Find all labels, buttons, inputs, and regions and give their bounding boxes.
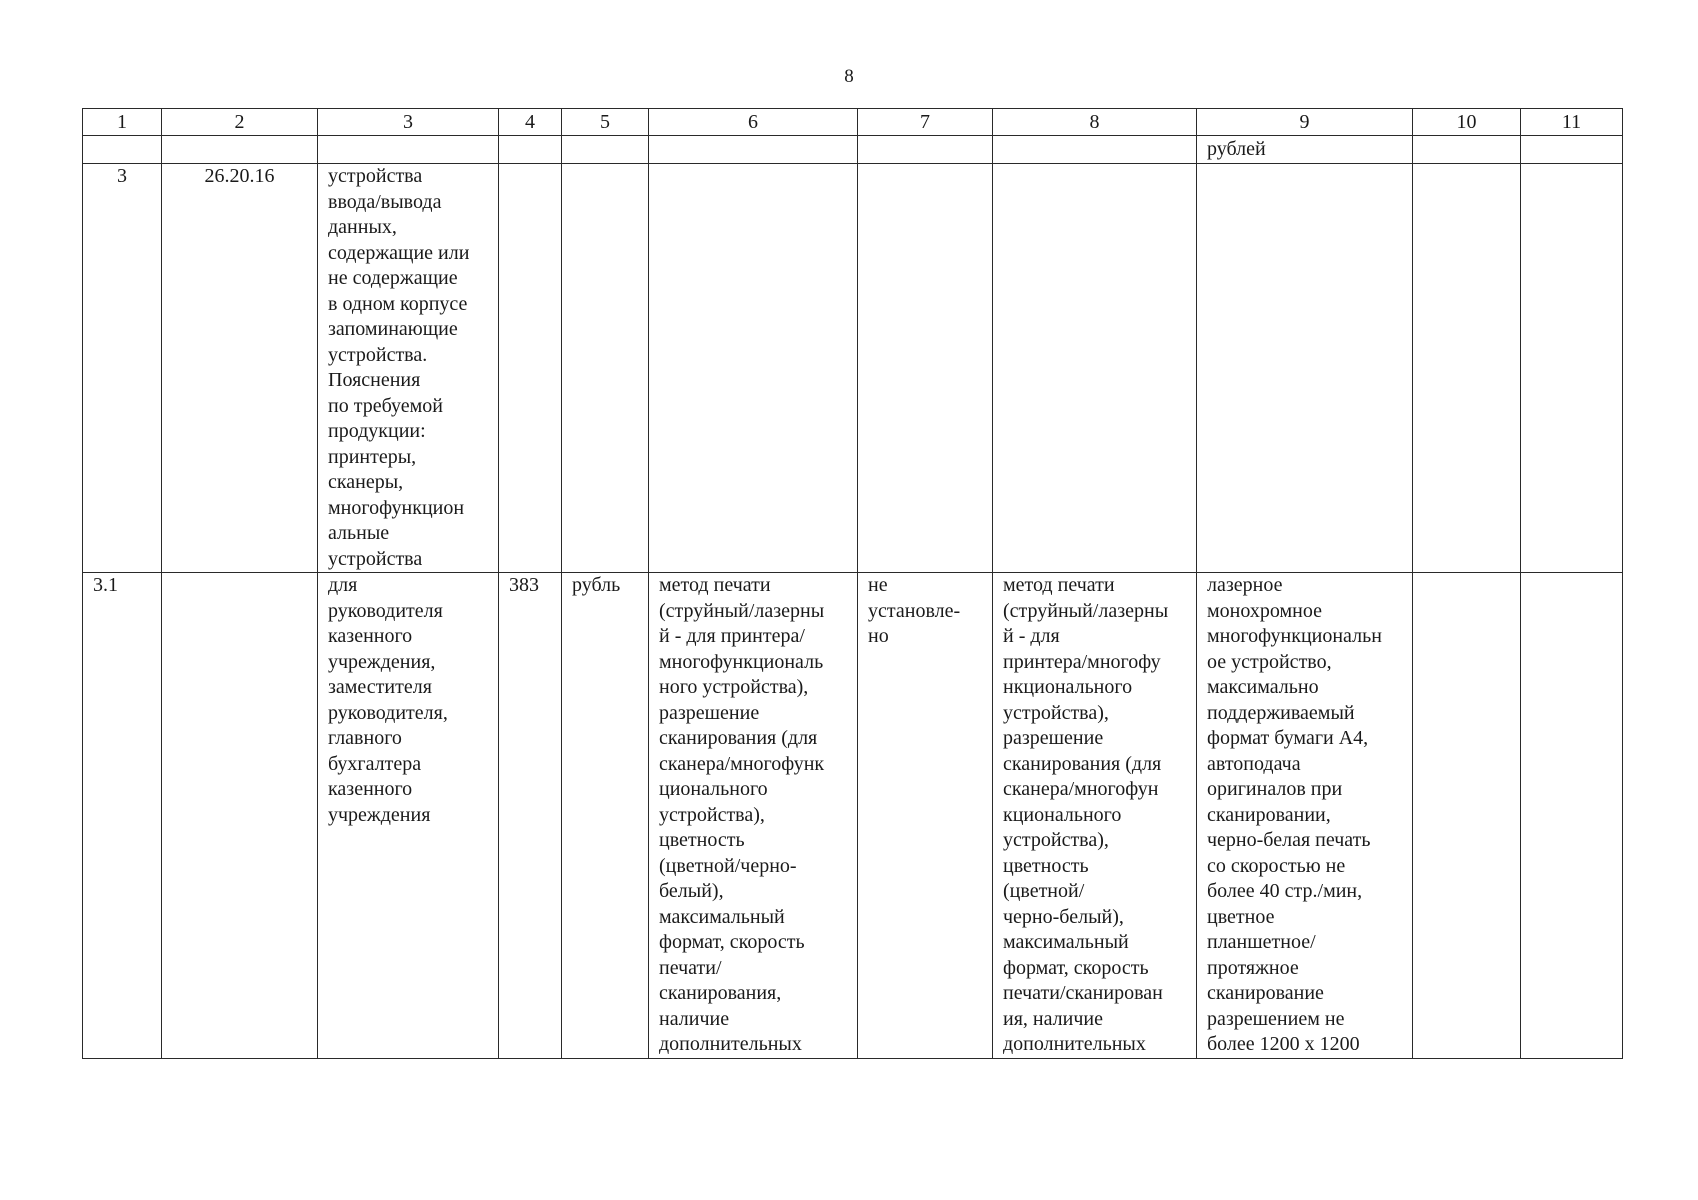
table-cell bbox=[993, 136, 1197, 164]
table-cell bbox=[499, 136, 562, 164]
column-number-row bbox=[83, 109, 1623, 136]
row-number: 3 bbox=[83, 164, 162, 573]
table-cell bbox=[162, 136, 318, 164]
column-number: 9 bbox=[1197, 109, 1413, 136]
specification-table bbox=[82, 108, 1623, 1059]
okpd-code: 26.20.16 bbox=[162, 164, 318, 573]
column-number: 6 bbox=[649, 109, 858, 136]
table-cell bbox=[499, 164, 562, 573]
table-cell bbox=[1521, 136, 1623, 164]
table-row bbox=[83, 573, 1623, 1059]
characteristic-value: лазерное монохромное многофункциональн ое устройство, максимально поддерживаемый формат бумаги А4, автоподача оригиналов при сканировании, черно-белая печать со скоростью не более 40 стр./мин, цветное планшетное/ протяжное сканирование разрешением не более 1200 х 1200 bbox=[1197, 573, 1413, 1059]
product-name: устройства ввода/вывода данных, содержащие или не содержащие в одном корпусе запоминающие устройства. Пояснения по требуемой продукции: принтеры, сканеры, многофункцион альные устройства bbox=[318, 164, 499, 573]
characteristic-name: метод печати (струйный/лазерны й - для принтера/многофу нкционального устройства), разрешение сканирования (для сканера/многофун кционального устройства), цветность (цветной/ черно-белый), максимальный формат, скорость печати/сканирован ия, наличие дополнительных bbox=[993, 573, 1197, 1059]
column-number: 5 bbox=[562, 109, 649, 136]
position-description: для руководителя казенного учреждения, заместителя руководителя, главного бухгалтера казенного учреждения bbox=[318, 573, 499, 1059]
unit-name: рубль bbox=[562, 573, 649, 1059]
currency-unit-label: рублей bbox=[1197, 136, 1413, 164]
table-cell bbox=[1521, 164, 1623, 573]
table-cell bbox=[318, 136, 499, 164]
row-number: 3.1 bbox=[83, 573, 162, 1059]
table-cell bbox=[649, 136, 858, 164]
table-cell bbox=[83, 136, 162, 164]
okei-code: 383 bbox=[499, 573, 562, 1059]
column-number: 8 bbox=[993, 109, 1197, 136]
column-number: 7 bbox=[858, 109, 993, 136]
table-cell bbox=[1413, 573, 1521, 1059]
column-number: 11 bbox=[1521, 109, 1623, 136]
column-number: 10 bbox=[1413, 109, 1521, 136]
table-cell bbox=[1413, 164, 1521, 573]
table-row bbox=[83, 164, 1623, 573]
table-cell bbox=[993, 164, 1197, 573]
okpd-code bbox=[162, 573, 318, 1059]
characteristic-name: метод печати (струйный/лазерны й - для принтера/ многофункциональ ного устройства), разрешение сканирования (для сканера/многофунк ционального устройства), цветность (цветной/черно- белый), максимальный формат, скорость печати/ сканирования, наличие дополнительных bbox=[649, 573, 858, 1059]
page-number: 8 bbox=[844, 66, 854, 87]
table-cell bbox=[1521, 573, 1623, 1059]
table-cell bbox=[562, 136, 649, 164]
column-number: 4 bbox=[499, 109, 562, 136]
table-cell bbox=[1197, 164, 1413, 573]
table-cell bbox=[1413, 136, 1521, 164]
unit-row bbox=[83, 136, 1623, 164]
table-cell bbox=[649, 164, 858, 573]
table-cell bbox=[858, 164, 993, 573]
table-cell bbox=[562, 164, 649, 573]
column-number: 2 bbox=[162, 109, 318, 136]
column-number: 3 bbox=[318, 109, 499, 136]
column-number: 1 bbox=[83, 109, 162, 136]
table-cell bbox=[858, 136, 993, 164]
characteristic-value: не установле- но bbox=[858, 573, 993, 1059]
